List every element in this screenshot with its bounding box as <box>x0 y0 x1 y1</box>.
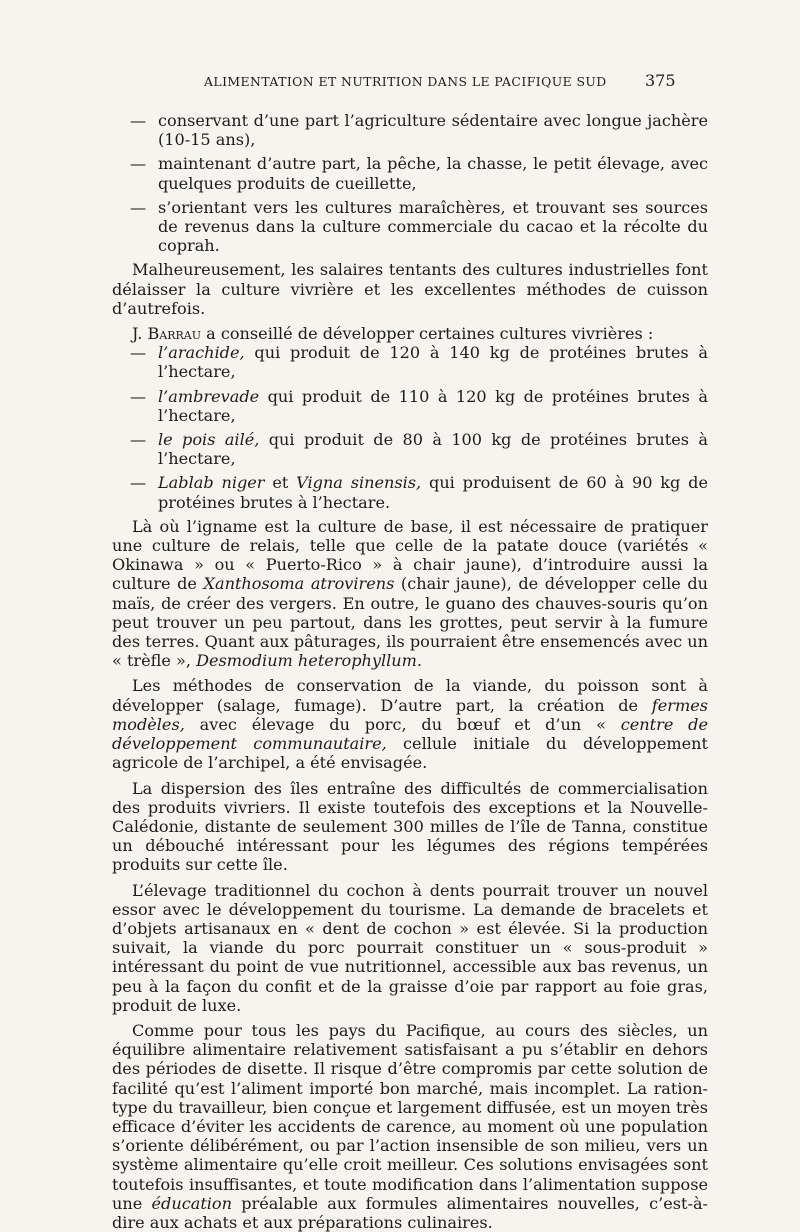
list-item-text: qui produit de 110 à 120 kg de protéines brutes à l’hectare, <box>158 386 708 425</box>
text-run: cellule initiale du développement agricole de l’archipel, a été envisagée. <box>112 734 708 773</box>
dash-mark: — <box>130 343 147 363</box>
paragraph-viande <box>112 676 708 772</box>
list-item-text: maintenant d’autre part, la pêche, la chasse, le petit élevage, avec quelques produits de cueillette, <box>158 154 708 193</box>
crop-term: l’ambrevade <box>158 386 260 406</box>
paragraph-cochon: L’élevage traditionnel du cochon à dents pourrait trouver un nouvel essor avec le développement du tourisme. La demande de bracelets et d’objets artisanaux en « dent de cochon » est élevée. Si la production suivait, la viande du porc pourrait constituer un « sous-produit » intéressant du point de vue nutritionnel, accessible aux bas revenus, un peu à la façon du confit et de la graisse d’oie par rapport au foie gras, produit de luxe. <box>112 880 708 1015</box>
body-text <box>112 111 708 1232</box>
list-item <box>112 473 708 511</box>
species-name: Xanthosoma atrovirens <box>203 574 395 594</box>
list-item <box>112 198 708 256</box>
emphasis: éducation <box>151 1193 232 1213</box>
list-item <box>112 430 708 468</box>
crop-term: le pois ailé, <box>158 430 260 450</box>
list-item <box>112 343 708 381</box>
running-header: ALIMENTATION ET NUTRITION DANS LE PACIFIQUE SUD <box>204 74 607 89</box>
emphasis: fermes modèles, <box>112 695 708 734</box>
text-run: préalable aux formules alimentaires nouvelles, c’est-à-dire aux achats et aux préparations culinaires. <box>112 1193 708 1232</box>
emphasis: centre de développement communautaire, <box>112 714 709 754</box>
species-name: Desmodium heterophyllum. <box>196 651 422 671</box>
dash-mark: — <box>130 197 147 217</box>
paragraph-pacifique <box>112 1021 708 1232</box>
text-run: (chair jaune), de développer celle du maïs, de créer des vergers. En outre, le guano des chauves-souris qu’on peut trouver un peu partout, dans les grottes, peut servir à la fumure des terres. Quant aux pâturages, ils pourraient être ensemencés avec un « trèfle », <box>112 574 708 671</box>
list-item-text: conservant d’une part l’agriculture sédentaire avec longue jachère (10-15 ans), <box>158 111 708 150</box>
list-item-text: qui produisent de 60 à 90 kg de protéines brutes à l’hectare. <box>158 473 708 512</box>
paragraph-barrau <box>112 324 708 343</box>
crop-term: Lablab niger <box>158 473 265 493</box>
list-item <box>112 111 708 149</box>
crop-term: Vigna sinensis, <box>296 473 422 493</box>
text-run: Là où l’igname est la culture de base, il est nécessaire de pratiquer une culture de relais, telle que celle de la patate douce (variétés « Okinawa » ou « Puerto-Rico » à chair jaune), d’introduire aussi la culture de <box>112 516 708 594</box>
dash-mark: — <box>130 111 147 130</box>
author-initial: J. <box>132 324 143 344</box>
dash-mark: — <box>130 430 147 450</box>
text-run: avec élevage du porc, du bœuf et d’un « <box>199 714 606 734</box>
page-number: 375 <box>645 71 676 90</box>
paragraph-dispersion: La dispersion des îles entraîne des difficultés de commercialisation des produits vivriers. Il existe toutefois des exceptions et la Nouvelle-Calédonie, distante de seulement 300 milles de l’île de Tanna, constitue un débouché intéressant pour les légumes des régions tempérées produits sur cette île. <box>112 778 708 875</box>
dash-mark: — <box>130 154 147 174</box>
crop-term: l’arachide, <box>158 343 245 363</box>
conjunction: et <box>272 473 289 493</box>
dash-mark: — <box>130 386 147 406</box>
author-name: Barrau <box>147 324 202 344</box>
list-item-text: s’orientant vers les cultures maraîchères, et trouvant ses sources de revenus dans la culture commerciale du cacao et la récolte du coprah. <box>158 197 708 256</box>
list-item <box>112 154 708 192</box>
text-run: Comme pour tous les pays du Pacifique, au cours des siècles, un équilibre alimentaire relativement satisfaisant a pu s’établir en dehors des périodes de disette. Il risque d’être compromis par cette solution de facilité qu’est l’aliment importé bon marché, mais incomplet. La ration-type du travailleur, bien conçue et largement diffusée, est un moyen très efficace d’éviter les accidents de carence, au moment où une population s’oriente délibérément, ou par l’action insensible de son milieu, vers un système alimentaire qu’elle croit meilleur. Ces solutions envisagées sont toutefois insuffisantes, et toute modification dans l’alimentation suppose une <box>112 1020 708 1213</box>
list-item <box>112 387 708 425</box>
list-item-text: qui produit de 120 à 140 kg de protéines brutes à l’hectare, <box>158 343 708 382</box>
dash-mark: — <box>130 473 147 493</box>
paragraph-igname <box>112 517 708 671</box>
paragraph-malheureusement: Malheureusement, les salaires tentants des cultures industrielles font délaisser la culture vivrière et les excellentes méthodes de cuisson d’autrefois. <box>112 260 708 318</box>
list-item-text: qui produit de 80 à 100 kg de protéines brutes à l’hectare, <box>158 430 708 469</box>
text-run: Les méthodes de conservation de la viande, du poisson sont à développer (salage, fumage). D’autre part, la création de <box>112 676 708 715</box>
barrau-text: a conseillé de développer certaines cultures vivrières : <box>206 324 654 344</box>
